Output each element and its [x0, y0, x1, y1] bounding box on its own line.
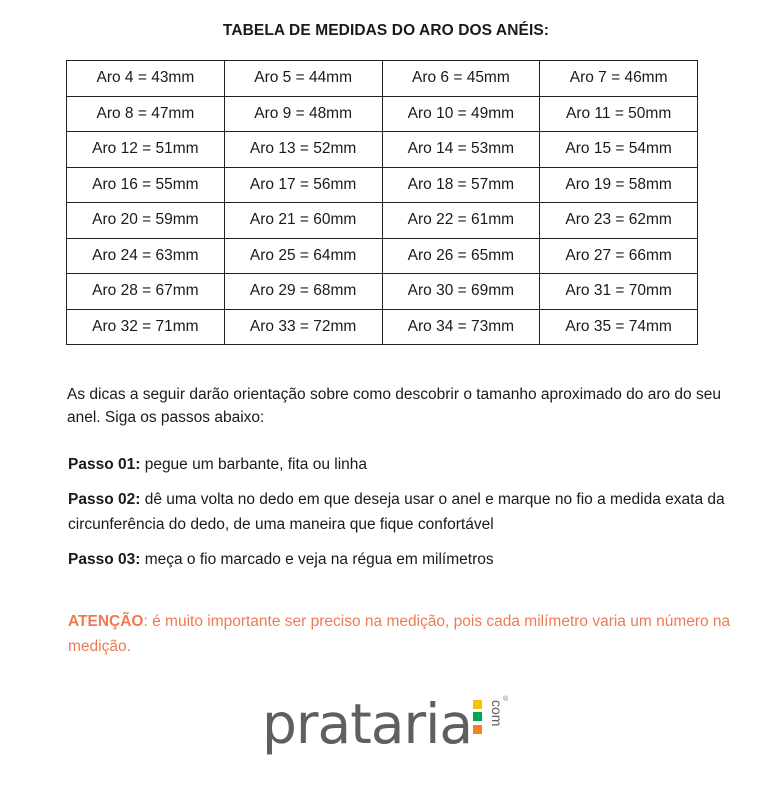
table-cell: Aro 26 = 65mm — [382, 238, 540, 274]
table-cell: Aro 30 = 69mm — [382, 274, 540, 310]
logo-yellow-dot — [473, 700, 482, 709]
table-cell: Aro 7 = 46mm — [540, 61, 698, 97]
table-row — [67, 167, 698, 203]
table-cell: Aro 25 = 64mm — [224, 238, 382, 274]
step-3-label: Passo 03: — [68, 551, 141, 568]
table-row — [67, 61, 698, 97]
table-cell: Aro 6 = 45mm — [382, 61, 540, 97]
table-row — [67, 132, 698, 168]
warning-note — [68, 609, 748, 659]
step-1-label: Passo 01: — [68, 456, 141, 473]
table-cell: Aro 13 = 52mm — [224, 132, 382, 168]
table-row — [67, 309, 698, 345]
registered-mark: ® — [503, 696, 509, 703]
logo-com-suffix: com — [489, 700, 505, 727]
table-cell: Aro 32 = 71mm — [67, 309, 225, 345]
table-cell: Aro 31 = 70mm — [540, 274, 698, 310]
brand-logo — [262, 692, 522, 764]
logo-orange-dot — [473, 725, 482, 734]
table-cell: Aro 12 = 51mm — [67, 132, 225, 168]
table-cell: Aro 18 = 57mm — [382, 167, 540, 203]
table-cell: Aro 24 = 63mm — [67, 238, 225, 274]
table-cell: Aro 33 = 72mm — [224, 309, 382, 345]
logo-green-dot — [473, 712, 482, 721]
warning-text: : é muito importante ser preciso na medição, pois cada milímetro varia um número na medição. — [68, 613, 731, 655]
table-cell: Aro 27 = 66mm — [540, 238, 698, 274]
warning-label: ATENÇÃO — [68, 613, 144, 630]
table-cell: Aro 8 = 47mm — [67, 96, 225, 132]
table-row — [67, 203, 698, 239]
table-cell: Aro 11 = 50mm — [540, 96, 698, 132]
step-2 — [68, 487, 748, 537]
step-2-label: Passo 02: — [68, 491, 141, 508]
page-title: TABELA DE MEDIDAS DO ARO DOS ANÉIS: — [222, 22, 550, 39]
intro-paragraph: As dicas a seguir darão orientação sobre como descobrir o tamanho aproximado do aro do seu anel. Siga os passos abaixo: — [67, 386, 721, 426]
table-cell: Aro 16 = 55mm — [67, 167, 225, 203]
ring-size-table-body — [67, 61, 698, 345]
table-cell: Aro 14 = 53mm — [382, 132, 540, 168]
logo-wordmark: prataria — [262, 692, 473, 756]
ring-size-table — [66, 60, 698, 345]
table-cell: Aro 28 = 67mm — [67, 274, 225, 310]
table-cell: Aro 34 = 73mm — [382, 309, 540, 345]
table-cell: Aro 17 = 56mm — [224, 167, 382, 203]
step-3-text: meça o fio marcado e veja na régua em milímetros — [140, 551, 494, 568]
table-cell: Aro 22 = 61mm — [382, 203, 540, 239]
table-row — [67, 274, 698, 310]
table-cell: Aro 29 = 68mm — [224, 274, 382, 310]
table-cell: Aro 23 = 62mm — [540, 203, 698, 239]
table-cell: Aro 15 = 54mm — [540, 132, 698, 168]
table-cell: Aro 19 = 58mm — [540, 167, 698, 203]
step-2-text: dê uma volta no dedo em que deseja usar o anel e marque no fio a medida exata da circunferência do dedo, de uma maneira que fique confortável — [68, 491, 725, 533]
table-cell: Aro 9 = 48mm — [224, 96, 382, 132]
table-cell: Aro 10 = 49mm — [382, 96, 540, 132]
table-row — [67, 238, 698, 274]
step-3 — [68, 547, 748, 572]
step-1-text: pegue um barbante, fita ou linha — [140, 456, 368, 473]
table-row — [67, 96, 698, 132]
table-cell: Aro 20 = 59mm — [67, 203, 225, 239]
table-cell: Aro 4 = 43mm — [67, 61, 225, 97]
table-cell: Aro 5 = 44mm — [224, 61, 382, 97]
table-cell: Aro 35 = 74mm — [540, 309, 698, 345]
table-cell: Aro 21 = 60mm — [224, 203, 382, 239]
step-1 — [68, 452, 748, 477]
